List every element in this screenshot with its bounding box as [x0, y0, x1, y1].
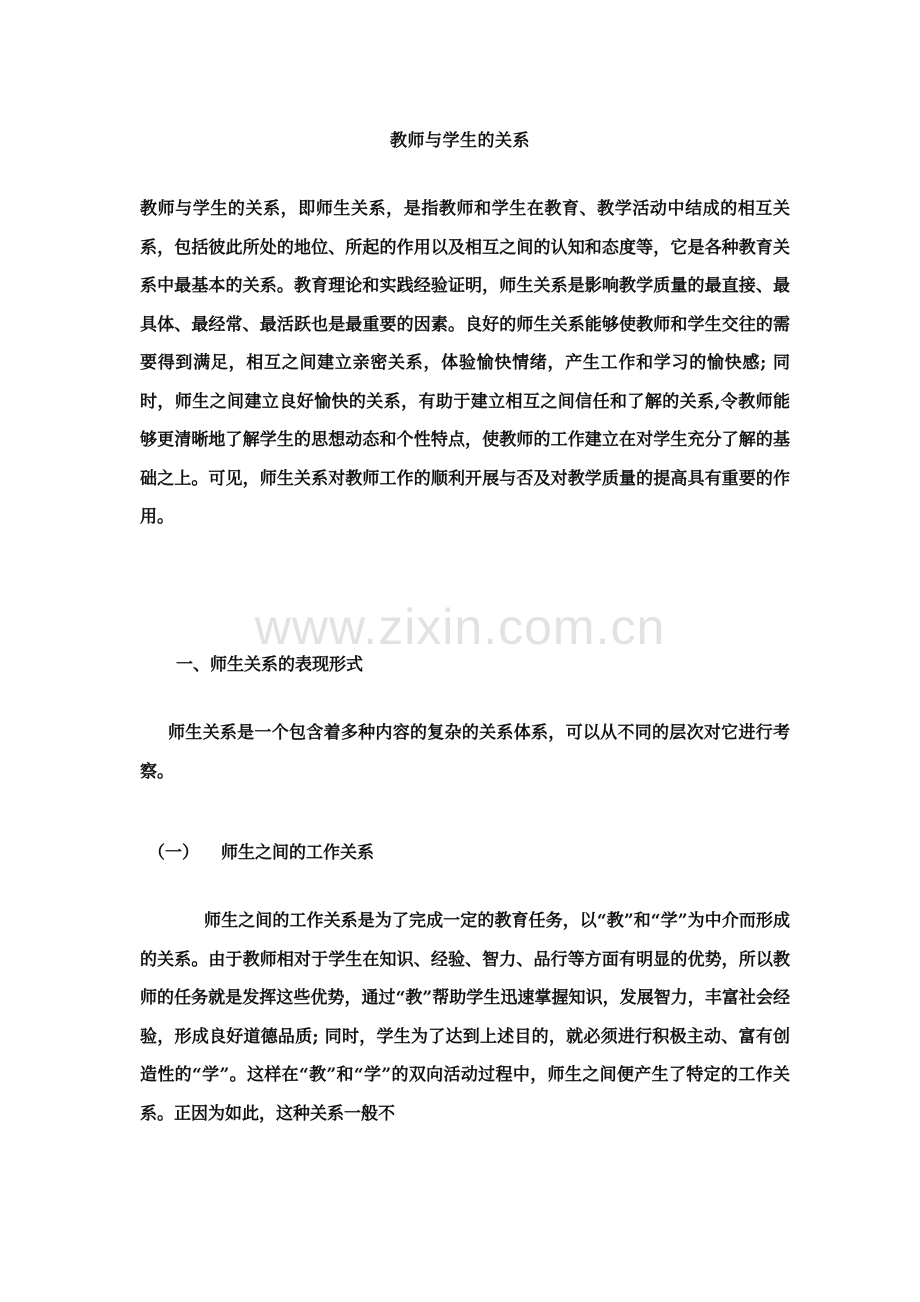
paragraph-section-intro: 师生关系是一个包含着多种内容的复杂的关系体系，可以从不同的层次对它进行考察。 [140, 723, 790, 782]
subsection-title: 师生之间的工作关系 [221, 843, 374, 863]
document-title: 教师与学生的关系 [390, 131, 530, 151]
section-heading: 一、师生关系的表现形式 [176, 655, 363, 675]
watermark: www.zixin.com.cn [254, 599, 666, 655]
subsection-number: （一） [148, 843, 199, 863]
paragraph-intro: 教师与学生的关系，即师生关系，是指教师和学生在教育、教学活动中结成的相互关系，包括彼此所处的地位、所起的作用以及相互之间的认知和态度等，它是各种教育关系中最基本的关系。教育理论和实践经验证明，师生关系是影响教学质量的最直接、最具体、最经常、最活跃也是最重要的因素。良好的师生关系能够使教师和学生交往的需要得到满足，相互之间建立亲密关系，体验愉快情绪，产生工作和学习的愉快感; 同时，师生之间建立良好愉快的关系，有助于建立相互之间信任和了解的关系,令教师能够更清晰地了解学生的思想动态和个性特点，使教师的工作建立在对学生充分了解的基础之上。可见，师生关系对教师工作的顺利开展与否及对教学质量的提高具有重要的作用。 [140, 199, 790, 527]
subsection-heading [148, 838, 374, 863]
paragraph-work-relation: 师生之间的工作关系是为了完成一定的教育任务，以“教”和“学”为中介而形成的关系。由于教师相对于学生在知识、经验、智力、品行等方面有明显的优势，所以教师的任务就是发挥这些优势，通过“教”帮助学生迅速掌握知识，发展智力，丰富社会经验，形成良好道德品质; 同时，学生为了达到上述目的，就必须进行积极主动、富有创造性的“学”。这样在“教”和“学”的双向活动过程中，师生之间便产生了特定的工作关系。正因为如此，这种关系一般不 [140, 911, 790, 1124]
